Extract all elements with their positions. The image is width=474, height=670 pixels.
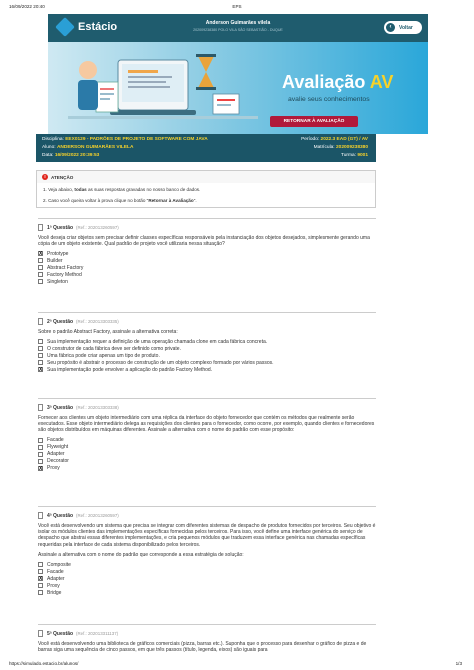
checkbox-icon[interactable]: [38, 445, 43, 450]
attention-title: ATENÇÃO: [51, 174, 74, 180]
exam-illustration-icon: [48, 42, 268, 134]
question-number: 3ª Questão: [47, 404, 74, 411]
checkbox-icon[interactable]: X: [39, 465, 43, 472]
attention-line-2: [37, 196, 375, 205]
option-label: O construtor de cada fábrica deve ser definido como private.: [47, 345, 181, 352]
separator: [38, 506, 376, 507]
option-item[interactable]: [38, 582, 378, 589]
options-list: [38, 338, 378, 373]
option-label: Facade: [47, 437, 64, 444]
warning-icon: !: [42, 174, 48, 180]
top-bar: [48, 14, 428, 42]
question-5: [38, 630, 378, 653]
attention-box: [36, 170, 376, 208]
option-item[interactable]: [38, 264, 378, 271]
option-item[interactable]: [38, 271, 378, 278]
attention-line-2-bold: Retornar à Avaliação: [148, 198, 194, 203]
checkbox-icon[interactable]: [38, 346, 43, 351]
option-item[interactable]: [38, 465, 378, 472]
options-list: [38, 437, 378, 472]
option-item[interactable]: [38, 366, 378, 373]
banner-subtitle: avalie seus conhecimentos: [288, 96, 370, 103]
checkbox-icon[interactable]: [38, 279, 43, 284]
matricula-label: Matrícula:: [313, 145, 335, 150]
checkbox-icon[interactable]: [38, 562, 43, 567]
data-label: Data:: [42, 153, 54, 158]
separator: [38, 624, 376, 625]
checkbox-icon[interactable]: [38, 438, 43, 443]
option-label: Sua implementação pode envolver a aplicação do padrão Factory Method.: [47, 366, 213, 373]
option-item[interactable]: [38, 338, 378, 345]
info-row-disciplina: [42, 137, 370, 145]
document-icon: [38, 224, 43, 231]
option-item[interactable]: [38, 568, 378, 575]
retornar-button[interactable]: RETORNAR À AVALIAÇÃO: [270, 116, 358, 127]
option-label: Abstract Factory: [47, 264, 84, 271]
question-text: Fornecer aos clientes um objeto intermediário com uma réplica da interface do objeto fornecedor que contém os métodos que realmente serão executados. Esse objeto intermediário delega as requisições dos clientes para o fornecedor, como ocorre, por exemplo, quando clientes e fornecedores são objetos distribuídos em máquinas diferentes. Assinale a alternativa com o nome do padrão com esse propósito:: [38, 415, 375, 434]
option-item[interactable]: [38, 589, 378, 596]
checkbox-icon[interactable]: [38, 590, 43, 595]
option-item[interactable]: [38, 575, 378, 582]
print-page-number: 1/3: [455, 661, 462, 666]
separator: [38, 398, 376, 399]
question-text: Você deseja criar objetos sem precisar definir classes específicas responsáveis pela instanciação dos objetos desejados, simplesmente gerando uma cópia de um objeto existente. Qual padrão de projeto você utilizaria nessa situação?: [38, 235, 370, 248]
arrow-left-icon: ‹: [386, 23, 395, 32]
option-label: Proxy: [47, 465, 60, 472]
attention-line-2-pre: 2. Caso você queira voltar à prova clique no botão ": [43, 198, 149, 203]
exam-info-panel: [36, 134, 376, 162]
turma-label: Turma:: [340, 153, 356, 158]
checkbox-icon[interactable]: [38, 360, 43, 365]
attention-header: [37, 171, 375, 183]
banner-title: [282, 72, 393, 93]
checkbox-icon[interactable]: [38, 265, 43, 270]
periodo-value: 2022.3 EAD (GT) / AV: [320, 137, 368, 142]
info-row-data: [42, 153, 370, 161]
option-item[interactable]: [38, 250, 378, 257]
info-row-aluno: [42, 145, 370, 153]
option-item[interactable]: [38, 444, 378, 451]
question-ref: (Ref.: 202013260597): [76, 513, 119, 518]
checkbox-icon[interactable]: X: [39, 251, 43, 258]
question-number: 4ª Questão: [47, 512, 74, 519]
option-label: Adapter: [47, 451, 65, 458]
checkbox-icon[interactable]: X: [39, 576, 43, 583]
option-item[interactable]: [38, 352, 378, 359]
option-label: Seu propósito é abstrair o processo de construção de um objeto complexo formado por vários passos.: [47, 359, 274, 366]
option-label: Bridge: [47, 589, 62, 596]
voltar-button[interactable]: [384, 21, 422, 34]
option-label: Uma fábrica pode criar apenas um tipo de produto.: [47, 352, 160, 359]
option-item[interactable]: [38, 278, 378, 285]
print-url: https://simulado.estacio.br/alunos/: [9, 661, 79, 666]
options-list: [38, 250, 378, 285]
user-enrollment: 202009238380 POLO VILA SÃO SEBASTIÃO - DUQUE: [193, 28, 283, 32]
attention-line-2-post: ".: [193, 198, 197, 203]
document-icon: [38, 630, 43, 637]
aluno-label: Aluno:: [42, 145, 56, 150]
print-timestamp: 16/09/2022 20:40: [9, 4, 45, 9]
question-3: [38, 404, 378, 472]
exam-page: [48, 14, 428, 134]
print-header: [0, 0, 474, 14]
checkbox-icon[interactable]: [38, 452, 43, 457]
question-header: [38, 512, 378, 519]
matricula-value: 202009238380: [335, 145, 368, 150]
periodo-label: Período:: [301, 137, 320, 142]
option-label: Flyweight: [47, 444, 69, 451]
option-label: Adapter: [47, 575, 65, 582]
checkbox-icon[interactable]: [38, 353, 43, 358]
option-label: Facade: [47, 568, 64, 575]
option-item[interactable]: [38, 437, 378, 444]
checkbox-icon[interactable]: X: [39, 367, 43, 374]
question-ref: (Ref.: 202013311137): [76, 631, 119, 636]
user-name: Anderson Guimarães vilela: [205, 20, 271, 26]
checkbox-icon[interactable]: [38, 272, 43, 277]
question-text-2: Assinale a alternativa com o nome do padrão que corresponde a essa estratégia de solução:: [38, 551, 244, 558]
print-title: EPS: [232, 4, 242, 9]
option-label: Factory Method: [47, 271, 82, 278]
question-ref: (Ref.: 202013303335): [76, 319, 119, 324]
attention-line-1-bold: todas: [74, 187, 87, 192]
question-text: Sobre o padrão Abstract Factory, assinale a alternativa correta:: [38, 329, 178, 335]
disciplina-value: EEX0129 - PADRÕES DE PROJETO DE SOFTWARE COM JAVA: [65, 137, 208, 142]
document-icon: [38, 318, 43, 325]
question-header: [38, 630, 378, 637]
options-list: [38, 561, 378, 596]
question-text: Você está desenvolvendo uma biblioteca de gráficos comerciais (pizza, barras etc.). Suponha que o processo para desenhar o gráfico de pizza e de barras siga uma sequência de cinco passos, em que três passos (título, legenda, eixos) são iguais para: [38, 641, 367, 654]
option-item[interactable]: [38, 451, 378, 458]
question-number: 1ª Questão: [47, 224, 74, 231]
banner-title-av: AV: [369, 72, 394, 92]
separator: [38, 218, 376, 219]
question-ref: (Ref.: 202013260597): [76, 225, 119, 230]
option-label: Decorator: [47, 458, 69, 465]
option-item[interactable]: [38, 359, 378, 366]
question-number: 2ª Questão: [47, 318, 74, 325]
option-item[interactable]: [38, 458, 378, 465]
option-label: Prototype: [47, 250, 69, 257]
attention-line-1: [37, 185, 375, 194]
user-info: [48, 20, 428, 32]
checkbox-icon[interactable]: [38, 459, 43, 464]
option-item[interactable]: [38, 345, 378, 352]
checkbox-icon[interactable]: [38, 583, 43, 588]
option-item[interactable]: [38, 257, 378, 264]
option-item[interactable]: [38, 561, 378, 568]
data-value: 16/09/2022 20:39:53: [54, 153, 100, 158]
document-icon: [38, 512, 43, 519]
option-label: Sua implementação requer a definição de uma operação chamada clone em cada fábrica concreta.: [47, 338, 268, 345]
separator: [38, 312, 376, 313]
question-text: Você está desenvolvendo um sistema que precisa se integrar com diferentes sistemas de despacho de produtos fornecidos por terceiros. Seu objetivo é isolar os módulos clientes das implementações específicas fornecidas pelos terceiros. Para isso, você define uma interface genérica do serviço de despacho que abstrai essas diferentes implementações, e cria pequenos módulos que traduzem essa interface genérica nas chamadas específicas requeridas pela interface de cada sistema disponibilizado pelos terceiros.: [38, 523, 376, 548]
disciplina-label: Disciplina:: [42, 137, 64, 142]
question-1: [38, 224, 378, 285]
option-label: Builder: [47, 257, 63, 264]
aluno-value: ANDERSON GUIMARÃES VILELA: [56, 145, 134, 150]
checkbox-icon[interactable]: [38, 339, 43, 344]
question-2: [38, 318, 378, 373]
logo-text: Estácio: [78, 21, 118, 33]
attention-line-1-pre: 1. Veja abaixo,: [43, 187, 75, 192]
checkbox-icon[interactable]: [38, 569, 43, 574]
question-number: 5ª Questão: [47, 630, 74, 637]
question-4: [38, 512, 378, 596]
question-header: [38, 224, 378, 231]
voltar-label: Voltar: [399, 24, 413, 31]
checkbox-icon[interactable]: [38, 258, 43, 263]
question-ref: (Ref.: 202013303338): [76, 405, 119, 410]
question-header: [38, 318, 378, 325]
option-label: Proxy: [47, 582, 60, 589]
banner: [48, 42, 428, 134]
turma-value: 9001: [357, 153, 368, 158]
question-header: [38, 404, 378, 411]
banner-title-main: Avaliação: [282, 72, 366, 92]
option-label: Composite: [47, 561, 71, 568]
document-icon: [38, 404, 43, 411]
option-label: Singleton: [47, 278, 68, 285]
attention-line-1-post: as suas respostas gravadas no nosso banco de dados.: [86, 187, 201, 192]
